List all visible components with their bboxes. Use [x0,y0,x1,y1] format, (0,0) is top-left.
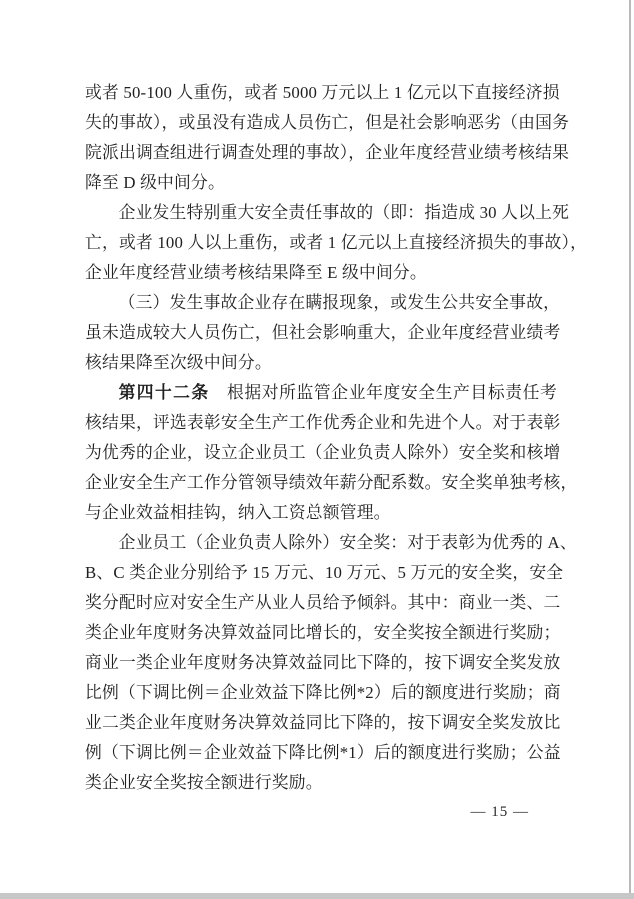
text-line: 企业员工（企业负责人除外）安全奖：对于表彰为优秀的 A、 [118,533,577,552]
text-line: 降至 D 级中间分。 [85,173,225,192]
text-line: B、C 类企业分别给予 15 万元、10 万元、5 万元的安全奖，安全 [85,563,564,582]
text-line: 企业安全生产工作分管领导绩效年薪分配系数。安全奖单独考核， [85,473,578,492]
article-number-bold: 第四十二条 [118,383,210,402]
text-line: 奖分配时应对安全生产从业人员给予倾斜。其中：商业一类、二 [85,593,561,612]
text-line: 失的事故），或虽没有造成人员伤亡，但是社会影响恶劣（由国务 [85,113,570,132]
text-line: 或者 50-100 人重伤，或者 5000 万元以上 1 亿元以下直接经济损 [85,83,560,102]
document-body [85,78,588,798]
text-line: 企业发生特别重大安全责任事故的（即：指造成 30 人以上死 [118,203,570,222]
page-number: — 15 — [470,804,529,820]
text-line: 商业一类企业年度财务决算效益同比下降的，按下调安全奖发放 [85,653,561,672]
scan-edge-bottom [0,893,634,899]
text-line: 核结果，评选表彰安全生产工作优秀企业和先进个人。对于表彰 [85,413,561,432]
scan-edge-right [629,0,631,899]
text-line: 院派出调查组进行调查处理的事故），企业年度经营业绩考核结果 [85,143,570,162]
text-line: 与企业效益相挂钩，纳入工资总额管理。 [85,503,391,522]
text-line: （三）发生事故企业存在瞒报现象，或发生公共安全事故， [118,293,561,312]
text-line: 虽未造成较大人员伤亡，但社会影响重大，企业年度经营业绩考 [85,323,561,342]
text-line: 亡，或者 100 人以上重伤，或者 1 亿元以上直接经济损失的事故）， [85,233,588,252]
text-line: 类企业年度财务决算效益同比增长的，安全奖按全额进行奖励； [85,623,561,642]
text-line: 企业年度经营业绩考核结果降至 E 级中间分。 [85,263,427,282]
text-line: 核结果降至次级中间分。 [85,353,272,372]
text-line: 业二类企业年度财务决算效益同比下降的，按下调安全奖发放比 [85,713,561,732]
text-line: 类企业安全奖按全额进行奖励。 [85,773,323,792]
text-line: 例（下调比例＝企业效益下降比例*1）后的额度进行奖励；公益 [85,743,561,762]
text-line: 第四十二条 根据对所监管企业年度安全生产目标责任考 [118,383,557,402]
text-line: 比例（下调比例＝企业效益下降比例*2）后的额度进行奖励；商 [85,683,561,702]
text-line: 为优秀的企业，设立企业员工（企业负责人除外）安全奖和核增 [85,443,561,462]
